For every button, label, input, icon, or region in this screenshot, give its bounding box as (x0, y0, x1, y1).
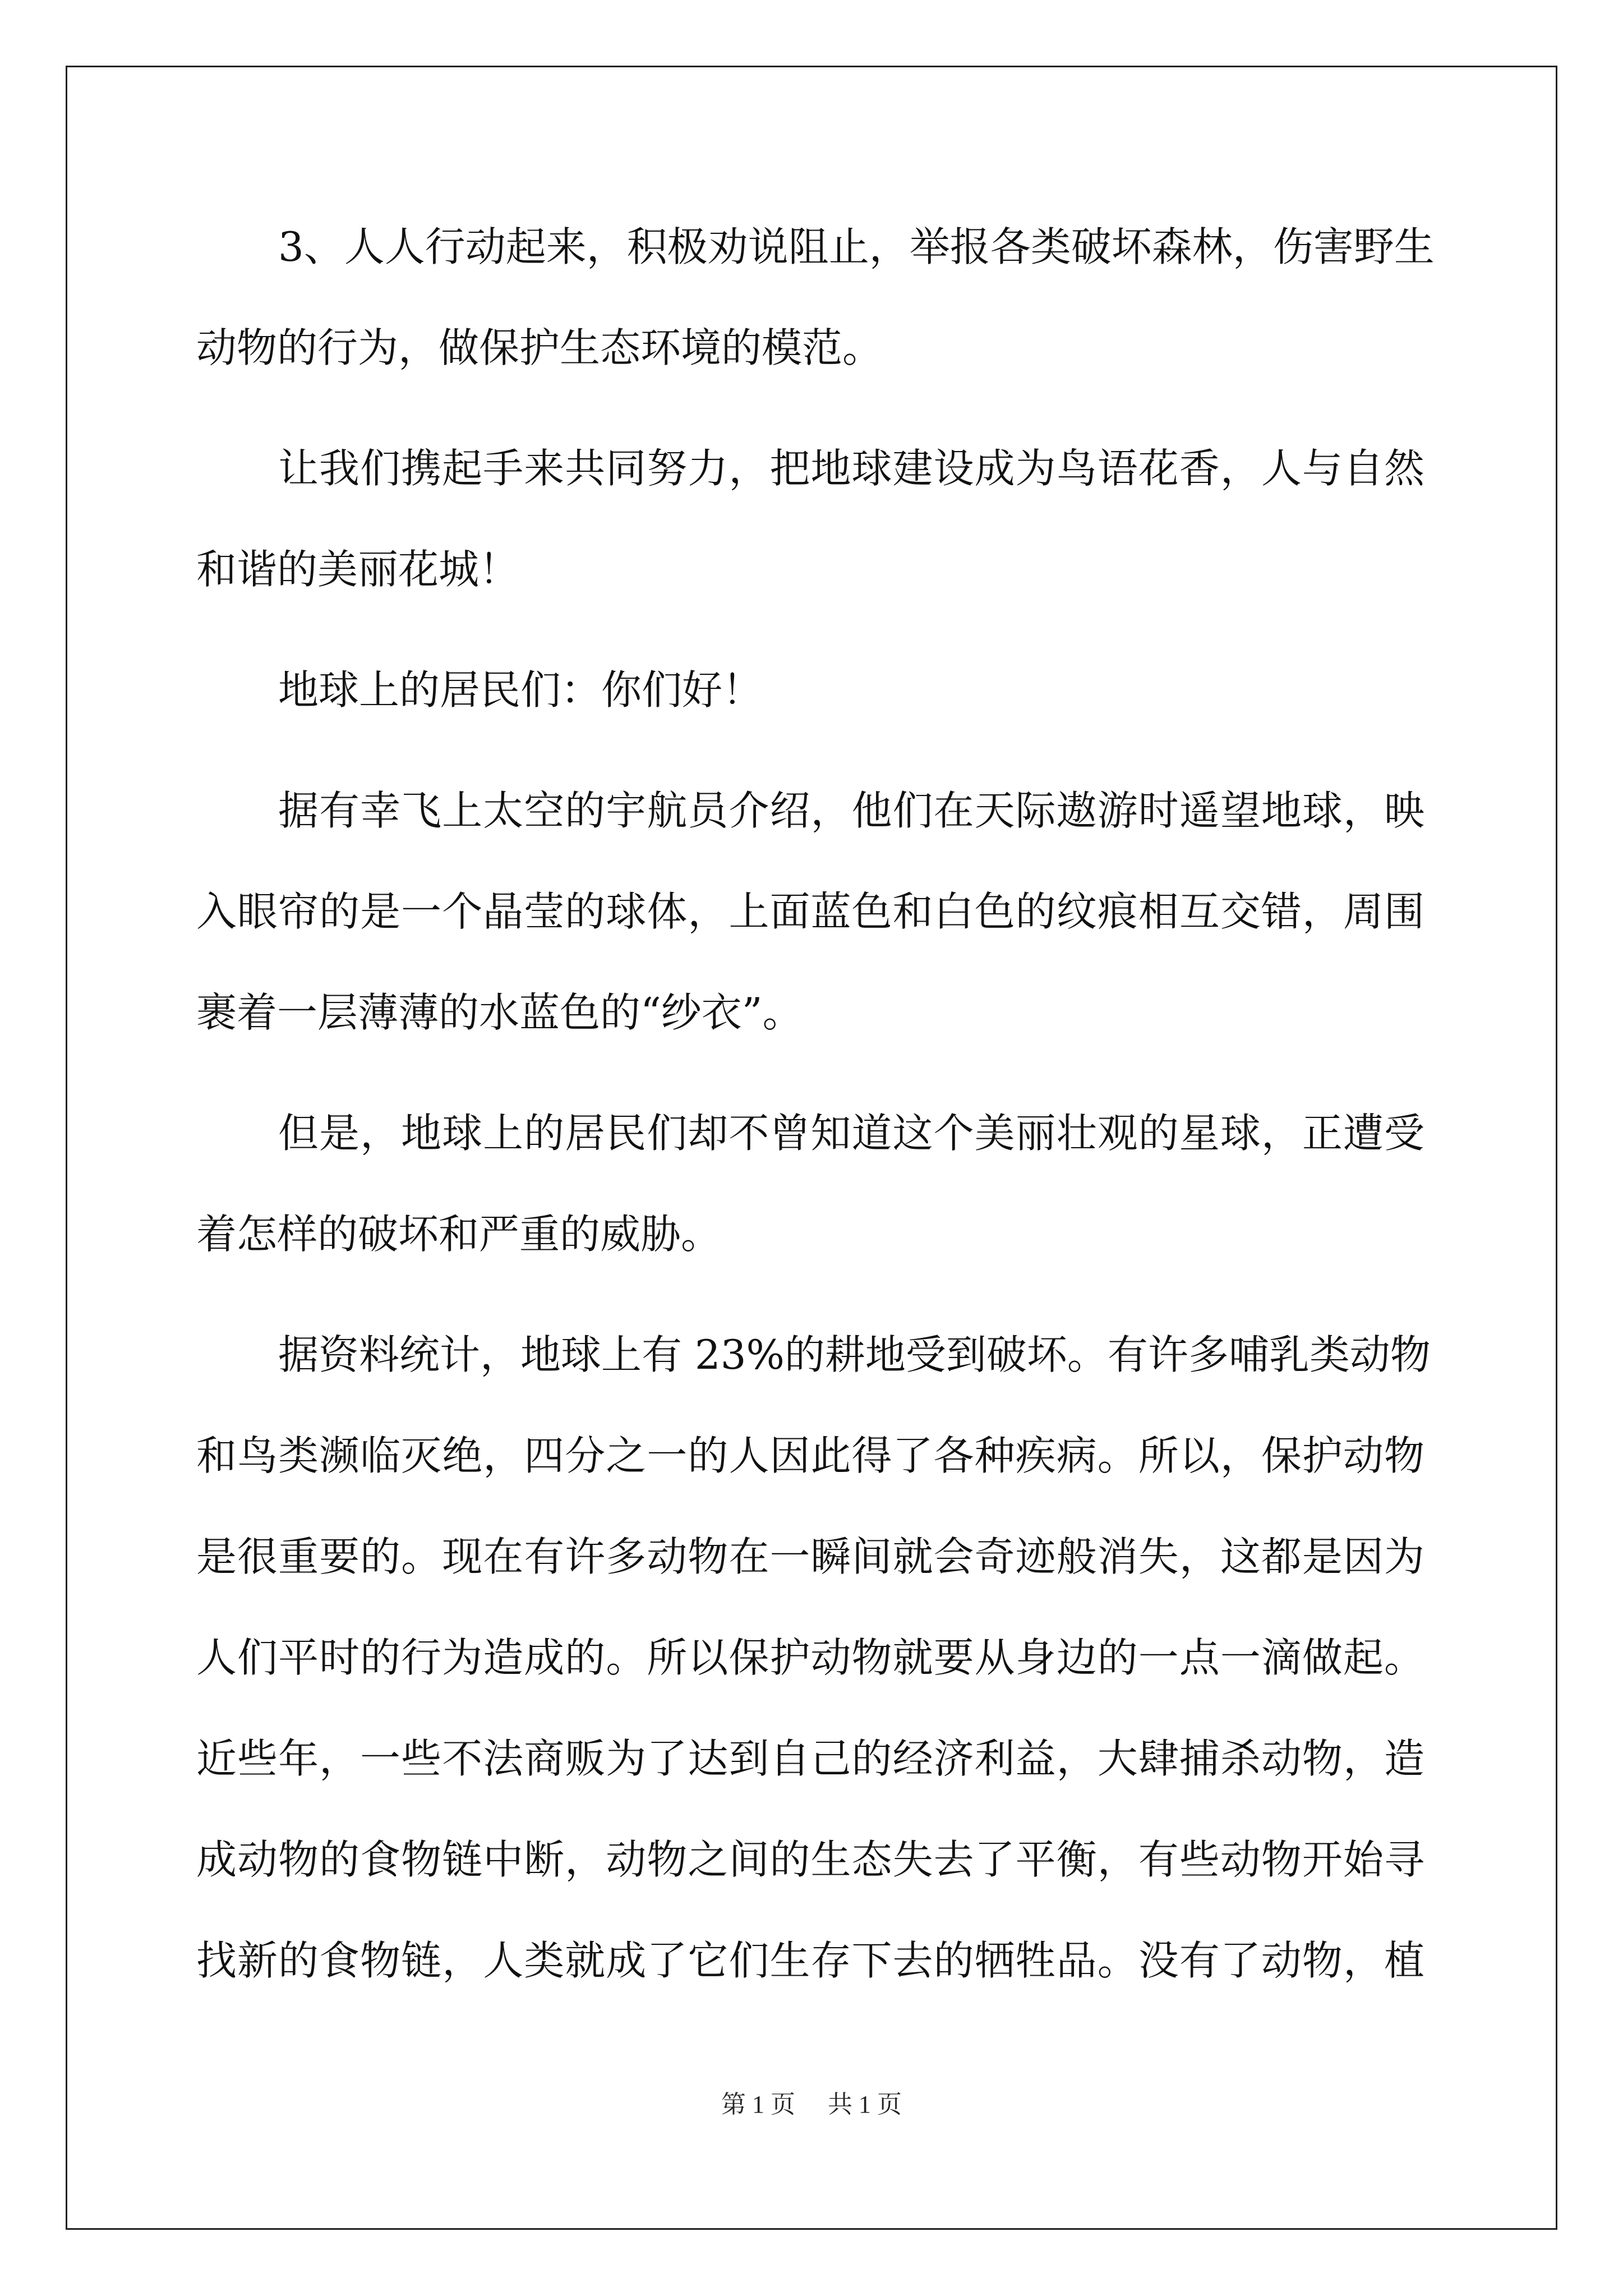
paragraph-line: 动物的行为，做保护生态环境的模范。 (196, 324, 883, 371)
paragraph-line: 和鸟类濒临灭绝，四分之一的人因此得了各种疾病。所以，保护动物 (196, 1432, 1424, 1479)
paragraph-line: 据有幸飞上太空的宇航员介绍，他们在天际遨游时遥望地球，映 (278, 787, 1424, 834)
paragraph-line: 让我们携起手来共同努力，把地球建设成为鸟语花香，人与自然 (278, 445, 1424, 492)
page-footer (0, 2088, 1623, 2122)
paragraph-line: 据资料统计，地球上有 23%的耕地受到破坏。有许多哺乳类动物 (278, 1331, 1431, 1378)
paragraph-line: 人们平时的行为造成的。所以保护动物就要从身边的一点一滴做起。 (196, 1634, 1424, 1681)
paragraph-line: 入眼帘的是一个晶莹的球体，上面蓝色和白色的纹痕相互交错，周围 (196, 888, 1424, 935)
paragraph-line: 但是，地球上的居民们却不曾知道这个美丽壮观的星球，正遭受 (278, 1110, 1424, 1157)
page-number: 第 1 页 (721, 2091, 795, 2118)
paragraph-line: 成动物的食物链中断，动物之间的生态失去了平衡，有些动物开始寻 (196, 1836, 1424, 1883)
greeting-line: 地球上的居民们：你们好！ (278, 666, 763, 714)
paragraph-line: 和谐的美丽花城！ (196, 546, 520, 593)
paragraph-line: 是很重要的。现在有许多动物在一瞬间就会奇迹般消失，这都是因为 (196, 1533, 1424, 1580)
paragraph-line: 着怎样的破坏和严重的威胁。 (196, 1211, 722, 1258)
paragraph-line: 找新的食物链，人类就成了它们生存下去的牺牲品。没有了动物，植 (196, 1937, 1424, 1984)
page-total: 共 1 页 (828, 2091, 902, 2118)
paragraph-line: 近些年，一些不法商贩为了达到自己的经济利益，大肆捕杀动物，造 (196, 1735, 1424, 1782)
paragraph-line: 裹着一层薄薄的水蓝色的“纱衣”。 (196, 989, 803, 1036)
paragraph-line: 3、人人行动起来，积极劝说阻止，举报各类破坏森林，伤害野生 (278, 223, 1435, 270)
